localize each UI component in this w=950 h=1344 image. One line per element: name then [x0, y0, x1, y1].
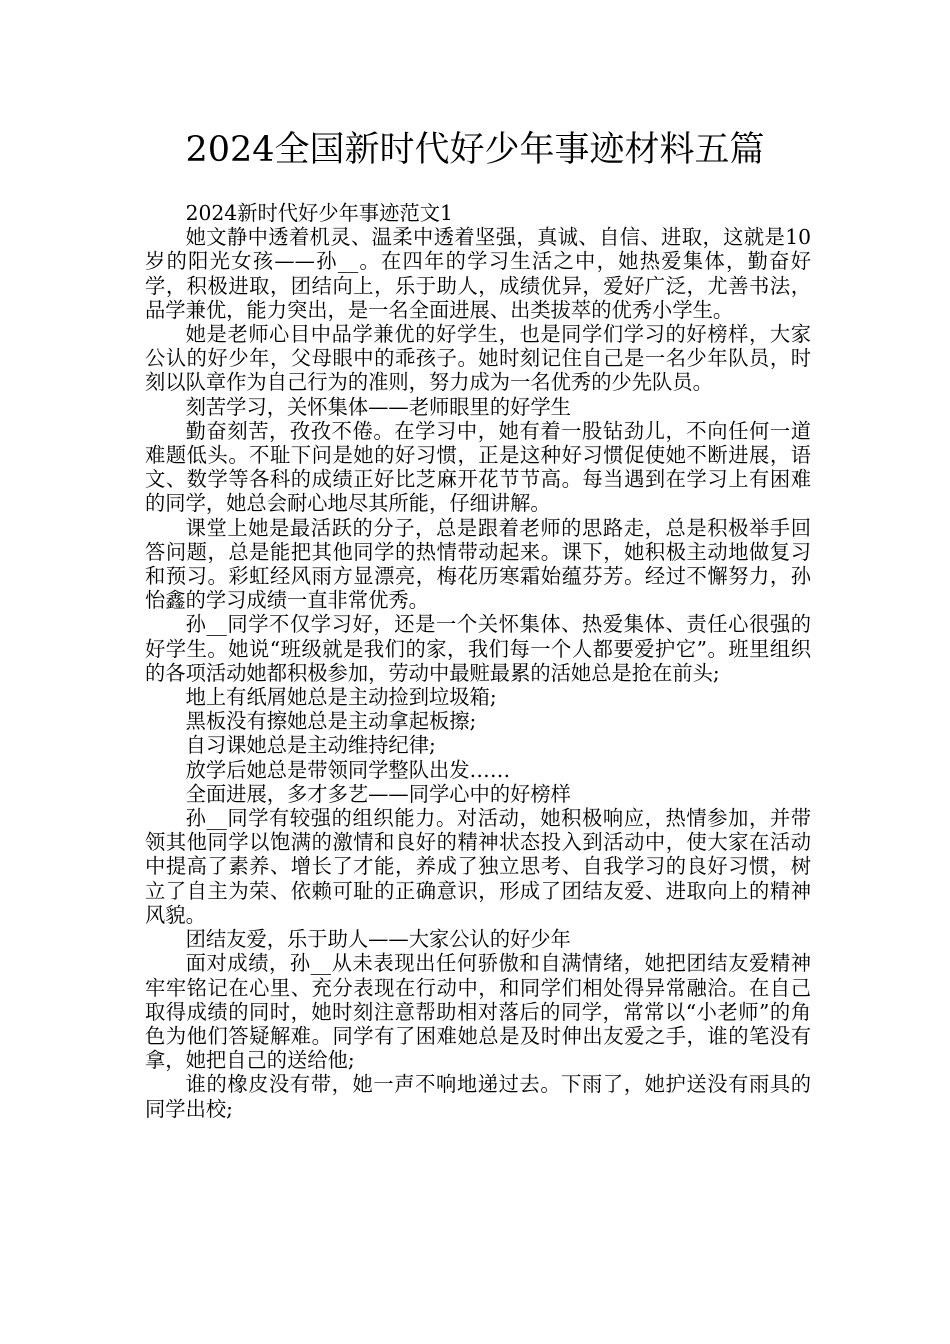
body-paragraph: 课堂上她是最活跃的分子，总是跟着老师的思路走，总是积极举手回答问题，总是能把其他同学的热情带动起来。课下，她积极主动地做复习和预习。彩虹经风雨方显漂亮，梅花历寒霜始蕴芬芳。经过不懈努力，孙怡鑫的学习成绩一直非常优秀。 [145, 515, 811, 613]
body-paragraph: 勤奋刻苦，孜孜不倦。在学习中，她有着一股钻劲儿，不向任何一道难题低头。不耻下问是她的好习惯，正是这种好习惯促使她不断进展，语文、数学等各科的成绩正好比芝麻开花节节高。每当遇到在学习上有困难的同学，她总会耐心地尽其所能，仔细讲解。 [145, 418, 811, 516]
body-paragraph: 孙__同学有较强的组织能力。对活动，她积极响应，热情参加，并带领其他同学以饱满的激情和良好的精神状态投入到活动中，使大家在活动中提高了素养、增长了才能，养成了独立思考、自我学习的良好习惯，树立了自主为荣、依赖可耻的正确意识，形成了团结友爱、进取向上的精神风貌。 [145, 806, 811, 927]
body-paragraph: 她是老师心目中品学兼优的好学生，也是同学们学习的好榜样，大家公认的好少年，父母眼中的乖孩子。她时刻记住自己是一名少年队员，时刻以队章作为自己行为的准则，努力成为一名优秀的少先队员。 [145, 322, 811, 395]
body-paragraph: 谁的橡皮没有带，她一声不响地递过去。下雨了，她护送没有雨具的同学出校; [145, 1072, 811, 1121]
section-heading: 全面进展，多才多艺——同学心中的好榜样 [185, 781, 571, 806]
page-title: 2024全国新时代好少年事迹材料五篇 [185, 130, 765, 170]
list-line: 自习课她总是主动维持纪律; [185, 733, 436, 758]
body-paragraph: 孙__同学不仅学习好，还是一个关怀集体、热爱集体、责任心很强的好学生。她说“班级就是我们的家，我们每一个人都要爱护它”。班里组织的各项活动她都积极参加，劳动中最赃最累的活她总是抢在前头; [145, 612, 811, 685]
body-paragraph: 她文静中透着机灵、温柔中透着坚强，真诚、自信、进取，这就是10岁的阳光女孩——孙__。在四年的学习生活之中，她热爱集体，勤奋好学，积极进取，团结向上，乐于助人，成绩优异，爱好广泛，尤善书法，品学兼优，能力突出，是一名全面进展、出类拔萃的优秀小学生。 [145, 225, 811, 322]
section-heading: 团结友爱，乐于助人——大家公认的好少年 [185, 927, 571, 952]
section-heading: 刻苦学习，关怀集体——老师眼里的好学生 [185, 394, 571, 419]
document-body [145, 201, 811, 1121]
section-heading: 2024新时代好少年事迹范文1 [185, 201, 453, 225]
list-line: 放学后她总是带领同学整队出发…… [185, 757, 511, 782]
list-line: 黑板没有擦她总是主动拿起板擦; [185, 709, 477, 734]
list-line: 地上有纸屑她总是主动捡到垃圾箱; [185, 685, 497, 710]
body-paragraph: 面对成绩，孙__从未表现出任何骄傲和自满情绪，她把团结友爱精神牢牢铭记在心里、充分表现在行动中，和同学们相处得异常融洽。在自己取得成绩的同时，她时刻注意帮助相对落后的同学，常常以“小老师”的角色为他们答疑解难。同学有了困难她总是及时伸出友爱之手，谁的笔没有拿，她把自己的送给他; [145, 951, 811, 1073]
